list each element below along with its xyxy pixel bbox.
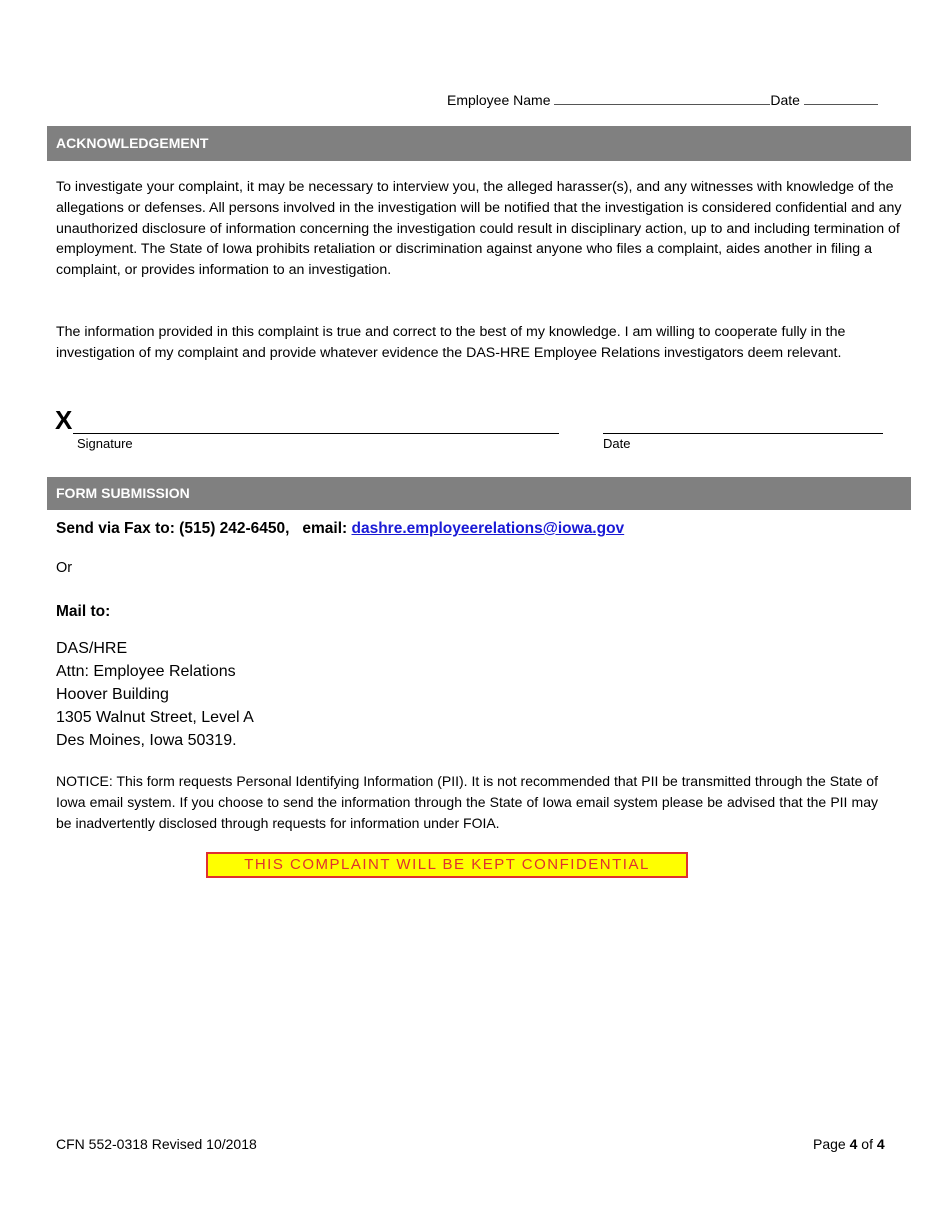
signature-date-label: Date	[603, 436, 631, 451]
form-number: CFN 552-0318 Revised 10/2018	[56, 1136, 257, 1152]
acknowledgement-section-header: ACKNOWLEDGEMENT	[47, 126, 911, 161]
employee-name-label: Employee Name	[447, 92, 551, 108]
signature-label: Signature	[77, 436, 133, 451]
employee-name-header	[447, 92, 878, 108]
form-submission-section-header: FORM SUBMISSION	[47, 477, 911, 510]
signature-field[interactable]	[73, 433, 559, 434]
or-text: Or	[56, 560, 73, 576]
fax-text: Send via Fax to: (515) 242-6450, email:	[56, 520, 348, 537]
acknowledgement-paragraph-2: The information provided in this complaint is true and correct to the best of my knowledge. I am willing to cooperate fully in the investigation of my complaint and provide whatever evidence the DAS-HRE Employee Relations investigators deem relevant.	[56, 324, 846, 361]
address-line: DAS/HRE	[56, 640, 128, 657]
page-number	[813, 1136, 885, 1152]
mailing-address	[56, 637, 254, 752]
address-line: Attn: Employee Relations	[56, 663, 236, 680]
signature-x-mark: X	[55, 405, 73, 435]
address-line: Des Moines, Iowa 50319.	[56, 732, 237, 749]
email-link[interactable]: dashre.employeerelations@iowa.gov	[351, 520, 625, 537]
mail-to-label: Mail to:	[56, 603, 111, 620]
acknowledgement-paragraph-1: To investigate your complaint, it may be necessary to interview you, the alleged harasser(s), and any witnesses with knowledge of the allegations or defenses. All persons involved in the investigation will be notified that the investigation is considered confidential and any unauthorized disclosure of information concerning the investigation could result in disciplinary action, up to and including termination of employment. The State of Iowa prohibits retaliation or discrimination against anyone who files a complaint, aides another in filing a complaint, or provides information to an investigation.	[56, 179, 902, 279]
page-label: Page	[813, 1136, 846, 1152]
page-current: 4	[849, 1136, 858, 1152]
address-line: 1305 Walnut Street, Level A	[56, 709, 254, 726]
signature-date-field[interactable]	[603, 433, 883, 434]
page-of: of	[861, 1136, 873, 1152]
confidential-banner: THIS COMPLAINT WILL BE KEPT CONFIDENTIAL	[206, 852, 688, 878]
address-line: Hoover Building	[56, 686, 169, 703]
header-date-field[interactable]	[804, 92, 878, 105]
header-date-label: Date	[770, 92, 800, 108]
page-total: 4	[876, 1136, 885, 1152]
fax-email-line	[56, 520, 624, 538]
employee-name-field[interactable]	[554, 92, 770, 105]
pii-notice: NOTICE: This form requests Personal Identifying Information (PII). It is not recommended that PII be transmitted through the State of Iowa email system. If you choose to send the information through the State of Iowa email system please be advised that the PII may be inadvertently disclosed through requests for information under FOIA.	[56, 773, 878, 831]
